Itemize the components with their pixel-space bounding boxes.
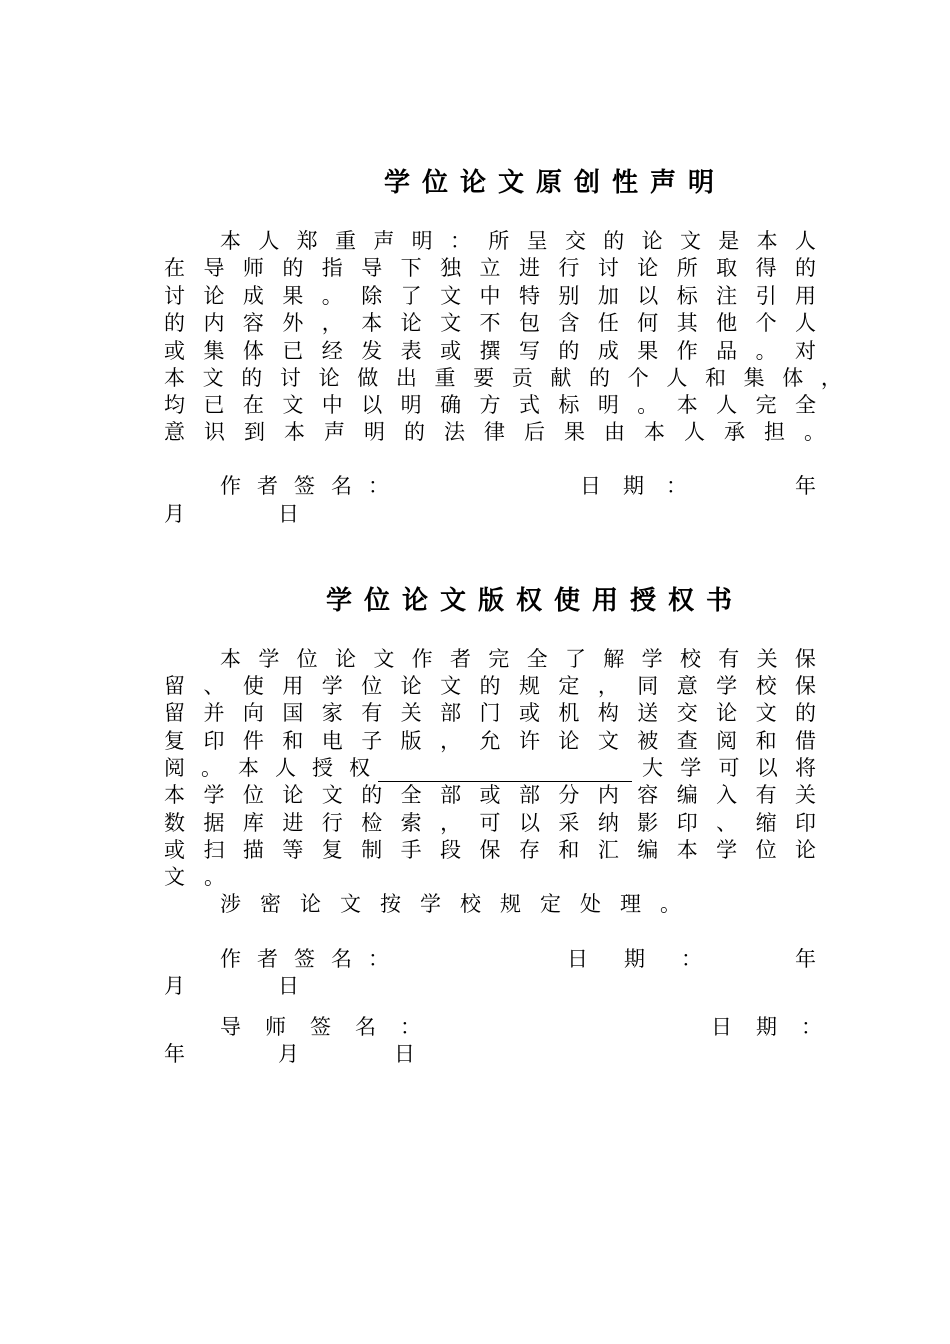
declaration-line-7: 均 已 在 文 中 以 明 确 方 式 标 明 。 本 人 完 全 [164,393,816,417]
university-blank-line[interactable] [378,761,632,782]
declaration-author-sign-label: 作者签名： [220,474,405,498]
advisor-year: 年 [164,1042,201,1066]
authorization-line-5-suffix: 大 学 可 以 将 [642,756,816,780]
declaration-line-3: 讨 论 成 果 。 除 了 文 中 特 别 加 以 标 注 引 用 [164,284,816,308]
declaration-year: 年 [795,474,832,498]
authorization-author-date-label: 日期： [567,947,738,971]
authorization-author-year: 年 [795,947,832,971]
authorization-line-3: 留 并 向 国 家 有 关 部 门 或 机 构 送 交 论 文 的 [164,701,816,725]
advisor-day: 日 [394,1042,431,1066]
declaration-line-4: 的 内 容 外 ， 本 论 文 不 包 含 任 何 其 他 个 人 [164,311,816,335]
advisor-month: 月 [278,1042,315,1066]
declaration-title: 学位论文原创性声明 [384,168,727,198]
declaration-line-5: 或 集 体 已 经 发 表 或 撰 写 的 成 果 作 品 。 对 [164,339,816,363]
authorization-line-2: 留 、 使 用 学 位 论 文 的 规 定 ， 同 意 学 校 保 [164,674,816,698]
authorization-title: 学位论文版权使用授权书 [326,586,745,616]
declaration-line-2: 在 导 师 的 指 导 下 独 立 进 行 讨 论 所 取 得 的 [164,256,816,280]
authorization-line-5 [164,755,816,782]
advisor-sign-label: 导师签名： [220,1015,445,1039]
authorization-line-7: 数 据 库 进 行 检 索 ， 可 以 采 纳 影 印 、 缩 印 [164,811,816,835]
authorization-author-sign-label: 作者签名： [220,947,405,971]
authorization-line-6: 本 学 位 论 文 的 全 部 或 部 分 内 容 编 入 有 关 [164,783,816,807]
authorization-line-4: 复 印 件 和 电 子 版 ， 允 许 论 文 被 查 阅 和 借 [164,729,816,753]
secret-note: 涉密论文按学校规定处理。 [220,892,700,916]
declaration-line-1: 本 人 郑 重 声 明 ： 所 呈 交 的 论 文 是 本 人 [220,229,816,253]
authorization-line-1: 本 学 位 论 文 作 者 完 全 了 解 学 校 有 关 保 [220,647,816,671]
declaration-date-label: 日期： [580,474,709,498]
authorization-last-line: 文。 [164,865,244,889]
declaration-day: 日 [278,502,315,526]
university-name-blank[interactable] [378,755,634,782]
authorization-author-month: 月 [164,974,201,998]
advisor-date-label: 日期： [711,1015,846,1039]
declaration-month: 月 [164,502,201,526]
authorization-line-5-prefix: 阅 。 本 人 授 权 [164,756,370,780]
declaration-line-6: 本 文 的 讨 论 做 出 重 要 贡 献 的 个 人 和 集 体 ， [164,366,842,390]
declaration-line-8: 意识到本声明的法律后果由本人承担。 [164,420,844,444]
authorization-author-day: 日 [278,974,315,998]
authorization-line-8: 或 扫 描 等 复 制 手 段 保 存 和 汇 编 本 学 位 论 [164,838,816,862]
